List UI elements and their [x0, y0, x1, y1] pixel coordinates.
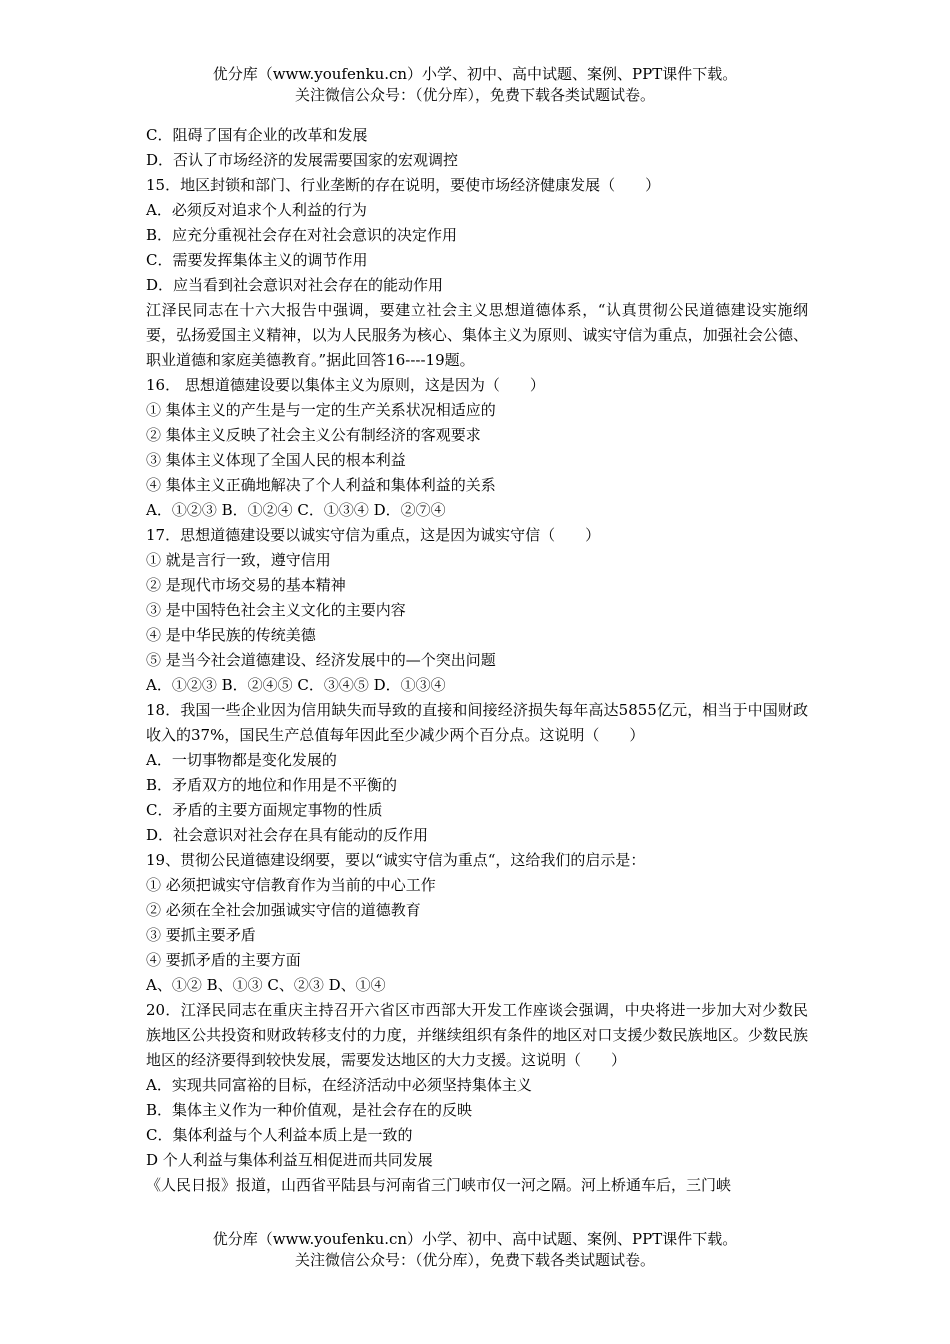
option-line: ① 集体主义的产生是与一定的生产关系状况相适应的: [146, 401, 496, 419]
page-footer: [0, 1229, 950, 1271]
question-15: 15．地区封锁和部门、行业垄断的存在说明，要使市场经济健康发展（ ）: [146, 176, 661, 194]
option-line: ④ 要抓矛盾的主要方面: [146, 951, 301, 969]
option-line: ① 必须把诚实守信教育作为当前的中心工作: [146, 876, 436, 894]
text-line: D．否认了市场经济的发展需要国家的宏观调控: [146, 151, 459, 169]
option-line: ⑤ 是当今社会道德建设、经济发展中的—个突出问题: [146, 651, 496, 669]
question-16: 16． 思想道德建设要以集体主义为原则，这是因为（ ）: [146, 376, 545, 394]
option-line: ② 必须在全社会加强诚实守信的道德教育: [146, 901, 421, 919]
answer-choices: A．①②③ B．①②④ C．①③④ D．②⑦④: [146, 501, 446, 519]
intro-paragraph: 江泽民同志在十六大报告中强调，要建立社会主义思想道德体系，“认真贯彻公民道德建设实施纲要，弘扬爱国主义精神，以为人民服务为核心、集体主义为原则、诚实守信为重点，加强社会公德、职业道德和家庭美德教育。”据此回答16----19题。: [146, 301, 808, 369]
option-line: B．集体主义作为一种价值观，是社会存在的反映: [146, 1101, 473, 1119]
option-line: D．社会意识对社会存在具有能动的反作用: [146, 826, 429, 844]
option-line: ③ 是中国特色社会主义文化的主要内容: [146, 601, 406, 619]
footer-line-2: 关注微信公众号：（优分库），免费下载各类试题试卷。: [294, 1251, 655, 1269]
footer-line-1: 优分库（www.youfenku.cn）小学、初中、高中试题、案例、PPT课件下载。: [212, 1230, 738, 1248]
option-line: C．需要发挥集体主义的调节作用: [146, 251, 368, 269]
option-line: ② 集体主义反映了社会主义公有制经济的客观要求: [146, 426, 481, 444]
page-header: [0, 64, 950, 106]
option-line: ④ 集体主义正确地解决了个人利益和集体利益的关系: [146, 476, 496, 494]
question-20: 20．江泽民同志在重庆主持召开六省区市西部大开发工作座谈会强调，中央将进一步加大对少数民族地区公共投资和财政转移支付的力度，并继续组织有条件的地区对口支援少数民族地区。少数民族地区的经济要得到较快发展，需要发达地区的大力支援。这说明（ ）: [146, 1001, 808, 1069]
document-body: [146, 123, 808, 1198]
option-line: ④ 是中华民族的传统美德: [146, 626, 316, 644]
header-line-2: 关注微信公众号：（优分库），免费下载各类试题试卷。: [294, 86, 655, 104]
option-line: ① 就是言行一致，遵守信用: [146, 551, 331, 569]
option-line: A．必须反对追求个人利益的行为: [146, 201, 367, 219]
option-line: A．实现共同富裕的目标，在经济活动中必须坚持集体主义: [146, 1076, 532, 1094]
text-line: 《人民日报》报道，山西省平陆县与河南省三门峡市仅一河之隔。河上桥通车后，三门峡: [146, 1176, 732, 1194]
option-line: B．应充分重视社会存在对社会意识的决定作用: [146, 226, 458, 244]
option-line: B．矛盾双方的地位和作用是不平衡的: [146, 776, 398, 794]
question-18: 18．我国一些企业因为信用缺失而导致的直接和间接经济损失每年高达5855亿元，相当于中国财政收入的37%，国民生产总值每年因此至少减少两个百分点。这说明（ ）: [146, 701, 808, 744]
text-line: C．阻碍了国有企业的改革和发展: [146, 126, 368, 144]
option-line: D．应当看到社会意识对社会存在的能动作用: [146, 276, 444, 294]
question-17: 17．思想道德建设要以诚实守信为重点，这是因为诚实守信（ ）: [146, 526, 601, 544]
option-line: D 个人利益与集体利益互相促进而共同发展: [146, 1151, 433, 1169]
option-line: A．一切事物都是变化发展的: [146, 751, 337, 769]
option-line: C．集体利益与个人利益本质上是一致的: [146, 1126, 413, 1144]
question-19: 19、贯彻公民道德建设纲要，要以“诚实守信为重点“，这给我们的启示是：: [146, 851, 646, 869]
answer-choices: A．①②③ B．②④⑤ C．③④⑤ D．①③④: [146, 676, 446, 694]
header-line-1: 优分库（www.youfenku.cn）小学、初中、高中试题、案例、PPT课件下载。: [212, 65, 738, 83]
option-line: C．矛盾的主要方面规定事物的性质: [146, 801, 383, 819]
option-line: ③ 集体主义体现了全国人民的根本利益: [146, 451, 406, 469]
answer-choices: A、①② B、①③ C、②③ D、①④: [146, 976, 386, 994]
option-line: ② 是现代市场交易的基本精神: [146, 576, 346, 594]
option-line: ③ 要抓主要矛盾: [146, 926, 256, 944]
